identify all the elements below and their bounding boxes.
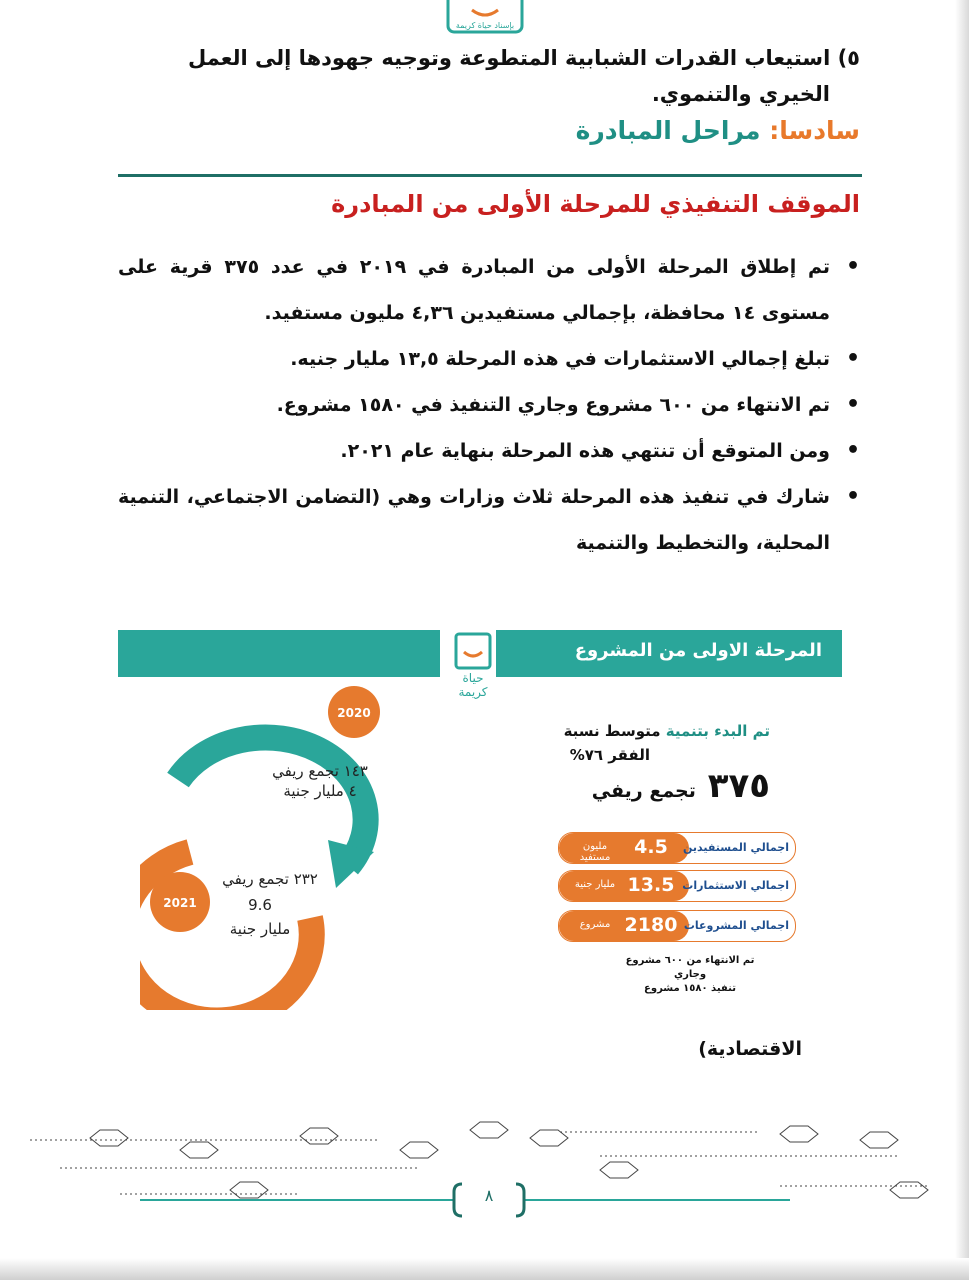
bullet-item: • تم الانتهاء من ٦٠٠ مشروع وجاري التنفيذ في ١٥٨٠ مشروع.	[118, 382, 830, 428]
projects-unit: مشروع	[579, 919, 611, 930]
continuation-text: الاقتصادية)	[698, 1038, 802, 1060]
page-shadow-right	[955, 0, 969, 1280]
beneficiaries-value: 4.5	[634, 836, 668, 858]
subheading: الموقف التنفيذي للمرحلة الأولى من المبادرة	[331, 190, 860, 218]
banner-right-bar	[496, 630, 842, 677]
stage2-villages: ٢٣٢ تجمع ريفي	[222, 870, 318, 888]
projects-note-line1: تم الانتهاء من ٦٠٠ مشروع وجاري	[625, 955, 755, 980]
section-heading-text: مراحل المبادرة	[575, 116, 761, 145]
info-line1-rest: متوسط نسبة	[563, 722, 661, 740]
hayah-karima-logo	[450, 630, 496, 700]
stage2-budget-unit: مليار جنية	[229, 920, 291, 938]
bullet-item: • ومن المتوقع أن تنتهي هذه المرحلة بنهاية عام ٢٠٢١.	[118, 428, 830, 474]
info-line1	[564, 722, 770, 740]
poverty-rate: الفقر ٧٦%	[569, 746, 650, 764]
phases-cycle-diagram	[140, 680, 430, 1010]
phase-banner	[118, 630, 842, 699]
villages-label: تجمع ريفي	[591, 780, 696, 802]
projects-note	[610, 954, 770, 996]
logo-text-line1: حياة	[462, 671, 484, 685]
page-shadow-bottom	[0, 1258, 969, 1280]
logo-text-line2: كريمة	[458, 685, 488, 699]
investments-pill	[558, 870, 796, 902]
top-logo-text: بإسناد حياة كريمة	[455, 21, 515, 30]
page-number: ٨	[484, 1186, 494, 1205]
villages-total	[592, 766, 770, 806]
investments-value: 13.5	[627, 874, 675, 896]
projects-note-line2: تنفيذ ١٥٨٠ مشروع	[644, 983, 736, 994]
year-2021-label: 2021	[163, 896, 197, 910]
stage1-budget: ٤ مليار جنية	[283, 782, 357, 800]
top-logo	[440, 0, 530, 38]
stage2-budget-value: 9.6	[248, 896, 272, 914]
villages-number: ٣٧٥	[707, 766, 770, 806]
numbered-item-line2: الخيري والتنموي.	[651, 82, 830, 106]
beneficiaries-pill	[558, 832, 796, 864]
footer-decoration	[0, 1110, 969, 1230]
numbered-item-line1: ٥) استيعاب القدرات الشبابية المتطوعة وتوجيه جهودها إلى العمل	[187, 46, 860, 70]
phase-infographic	[540, 716, 800, 996]
bullet-item: • تم إطلاق المرحلة الأولى من المبادرة في ٢٠١٩ في عدد ٣٧٥ قرية على مستوى ١٤ محافظة، بإجمالي مستفيدين ٤,٣٦ مليون مستفيد.	[118, 244, 830, 336]
projects-label: اجمالي المشروعات	[683, 919, 789, 932]
investments-label: اجمالي الاستثمارات	[682, 879, 789, 892]
banner-title: المرحلة الاولى من المشروع	[574, 640, 822, 661]
stage1-villages: ١٤٣ تجمع ريفي	[272, 762, 368, 780]
banner-left-bar	[118, 630, 440, 677]
beneficiaries-unit: مليون مستفيد	[579, 841, 611, 863]
info-line1-teal: تم البدء بتنمية	[665, 722, 770, 740]
section-heading-prefix: سادسا:	[769, 116, 860, 145]
year-2020-label: 2020	[337, 706, 371, 720]
divider	[118, 174, 862, 177]
beneficiaries-label: اجمالي المستفيدين	[682, 841, 789, 854]
projects-pill	[558, 910, 796, 942]
bullet-item: • شارك في تنفيذ هذه المرحلة ثلاث وزارات وهي (التضامن الاجتماعي، التنمية المحلية، والتخطيط والتنمية	[118, 474, 830, 566]
section-heading	[520, 116, 860, 145]
bullet-list	[118, 244, 830, 566]
investments-unit: مليار جنية	[574, 879, 616, 890]
projects-value: 2180	[624, 914, 678, 936]
numbered-item	[118, 40, 860, 112]
bullet-item: • تبلغ إجمالي الاستثمارات في هذه المرحلة ١٣,٥ مليار جنيه.	[118, 336, 830, 382]
